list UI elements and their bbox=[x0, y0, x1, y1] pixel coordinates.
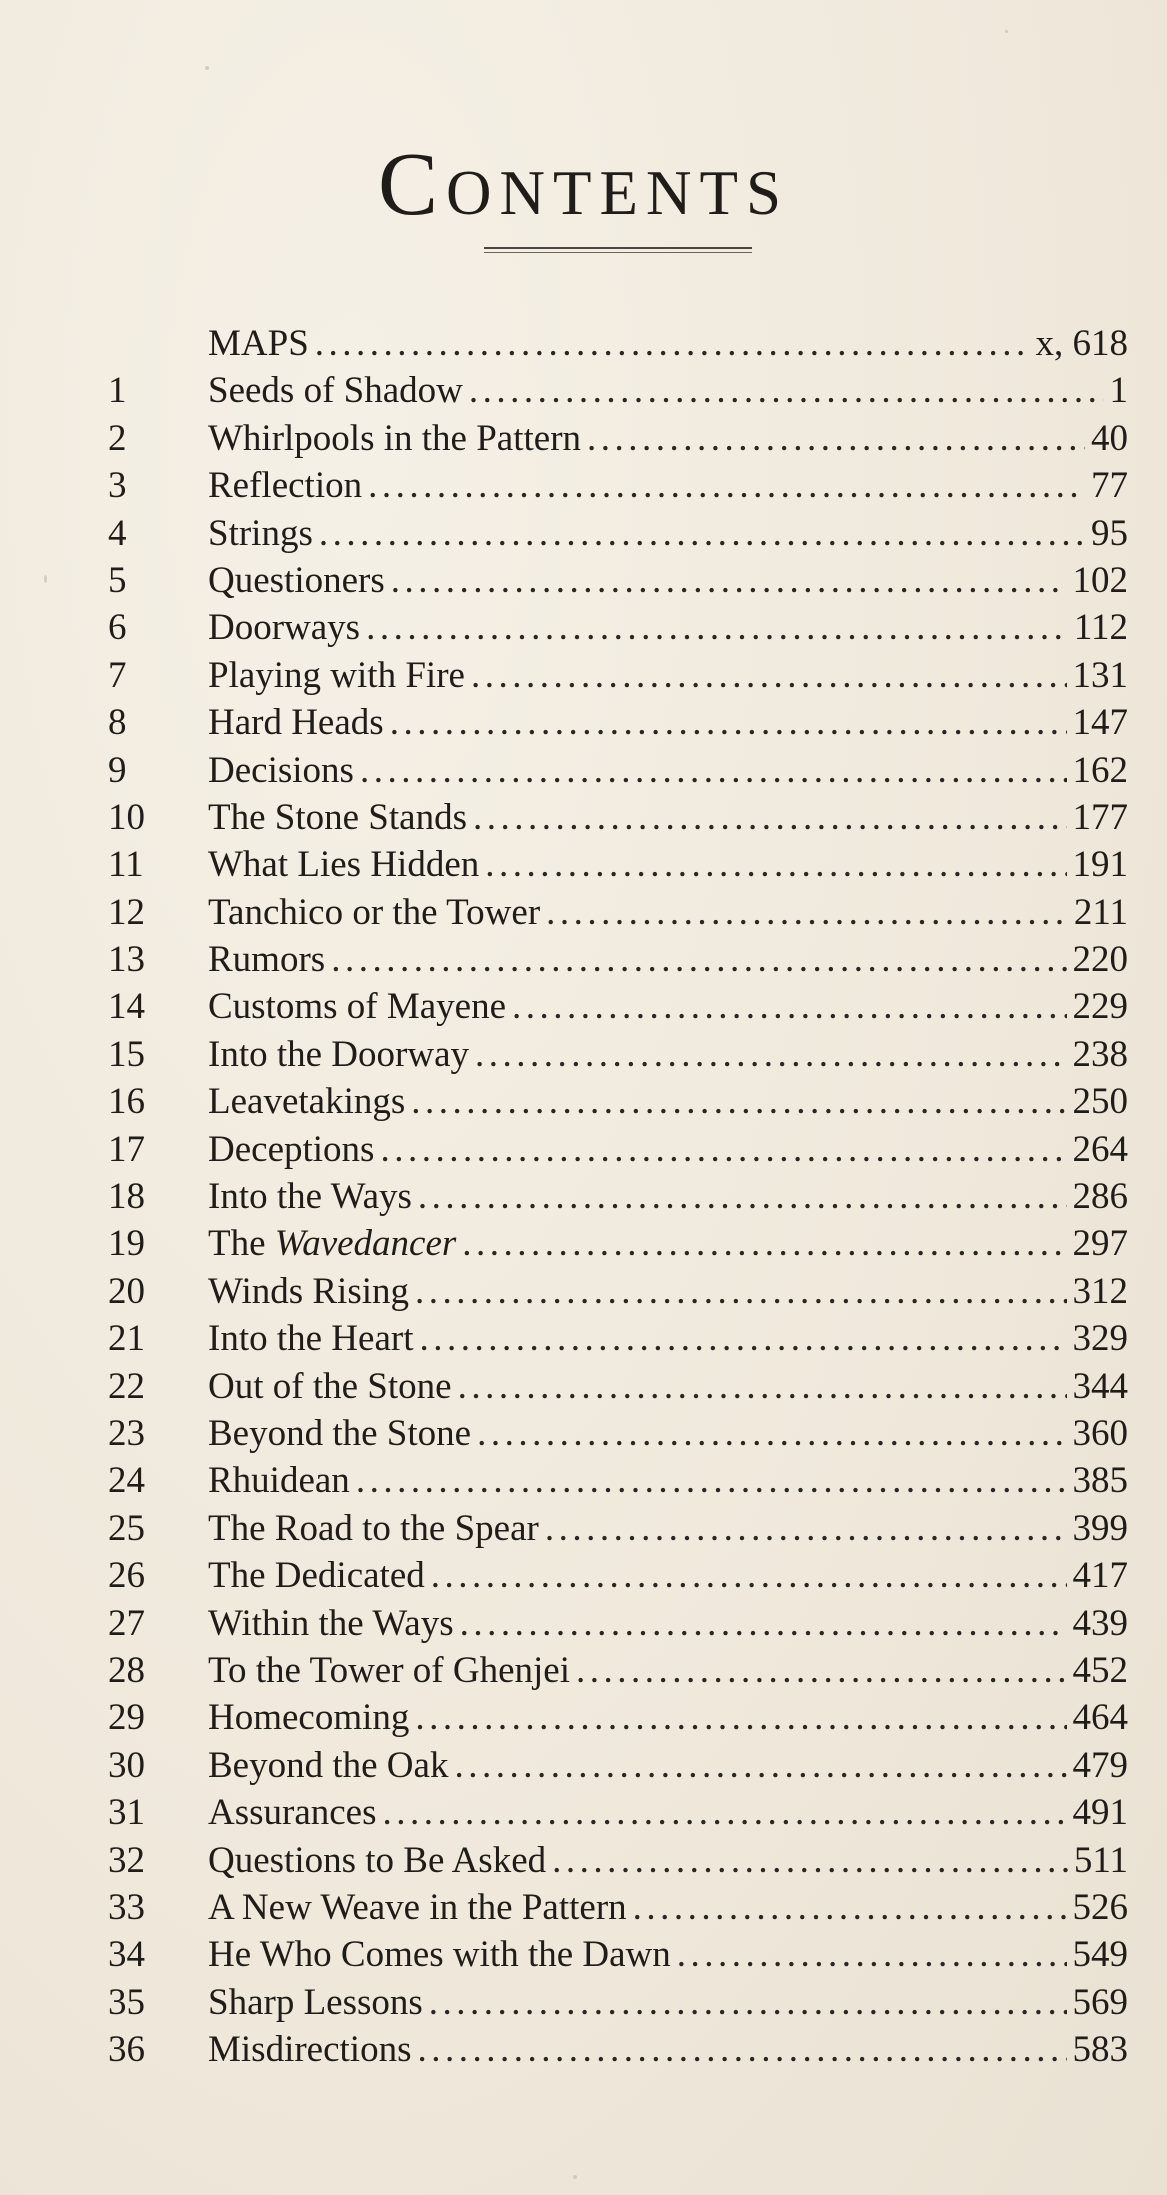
dot-leader bbox=[315, 320, 1030, 367]
chapter-title: What Lies Hidden bbox=[208, 844, 480, 886]
dot-leader bbox=[356, 1457, 1067, 1504]
page-title: Contents bbox=[377, 135, 789, 234]
page-number: 131 bbox=[1072, 654, 1128, 696]
chapter-number: 20 bbox=[108, 1270, 145, 1312]
dot-leader bbox=[415, 1268, 1066, 1315]
chapter-number: 24 bbox=[108, 1460, 145, 1502]
page-number: 569 bbox=[1072, 1981, 1128, 2023]
toc-entry-body bbox=[208, 1268, 1128, 1315]
toc-entry bbox=[108, 1884, 1128, 1931]
toc-entry-body bbox=[208, 1552, 1128, 1599]
chapter-number: 31 bbox=[108, 1792, 145, 1834]
toc-entry-body bbox=[208, 1505, 1128, 1552]
page-number: 439 bbox=[1072, 1602, 1128, 1644]
dot-leader bbox=[587, 415, 1085, 462]
toc-entry-body bbox=[208, 1979, 1128, 2026]
chapter-title: Whirlpools in the Pattern bbox=[208, 417, 582, 459]
chapter-title: Questioners bbox=[208, 559, 385, 601]
page-number: 399 bbox=[1072, 1507, 1128, 1549]
page-number: 417 bbox=[1072, 1555, 1128, 1597]
toc-entry bbox=[108, 462, 1128, 509]
dot-leader bbox=[460, 1600, 1067, 1647]
page-number: 1 bbox=[1109, 370, 1128, 412]
toc-entry bbox=[108, 1647, 1128, 1694]
chapter-title: Hard Heads bbox=[208, 702, 384, 744]
dot-leader bbox=[319, 510, 1085, 557]
chapter-number: 30 bbox=[108, 1744, 145, 1786]
toc-entry bbox=[108, 1505, 1128, 1552]
toc-entry bbox=[108, 1694, 1128, 1741]
toc-entry bbox=[108, 1315, 1128, 1362]
toc-entry bbox=[108, 1742, 1128, 1789]
toc-entry-body bbox=[208, 1031, 1128, 1078]
toc-entry bbox=[108, 1031, 1128, 1078]
page-number: 479 bbox=[1072, 1744, 1128, 1786]
dot-leader bbox=[473, 794, 1067, 841]
chapter-title: To the Tower of Ghenjei bbox=[208, 1649, 570, 1691]
chapter-title: Out of the Stone bbox=[208, 1365, 452, 1407]
chapter-title bbox=[208, 1220, 456, 1267]
dot-leader bbox=[458, 1363, 1067, 1410]
chapter-title: Leavetakings bbox=[208, 1081, 406, 1123]
dot-leader bbox=[419, 1315, 1066, 1362]
chapter-title-prefix: The bbox=[208, 1223, 275, 1265]
toc-entry-body bbox=[208, 2026, 1128, 2073]
chapter-title: Rhuidean bbox=[208, 1460, 350, 1502]
toc-entry-body bbox=[208, 1837, 1128, 1884]
toc-entry bbox=[108, 1268, 1128, 1315]
chapter-title: Winds Rising bbox=[208, 1270, 410, 1312]
dot-leader bbox=[545, 1505, 1067, 1552]
dot-leader bbox=[390, 699, 1067, 746]
dot-leader bbox=[546, 889, 1068, 936]
chapter-number: 2 bbox=[108, 417, 127, 459]
page-number: 229 bbox=[1072, 986, 1128, 1028]
paper-speck bbox=[44, 575, 47, 583]
dot-leader bbox=[462, 1220, 1066, 1267]
toc-entry-body bbox=[208, 557, 1128, 604]
chapter-title: The Stone Stands bbox=[208, 796, 467, 838]
chapter-number: 27 bbox=[108, 1602, 145, 1644]
chapter-title: MAPS bbox=[208, 323, 309, 364]
toc-entry-body bbox=[208, 794, 1128, 841]
toc-entry bbox=[108, 1979, 1128, 2026]
toc-entry bbox=[108, 1173, 1128, 1220]
chapter-title: Beyond the Oak bbox=[208, 1744, 449, 1786]
chapter-number: 36 bbox=[108, 2029, 145, 2071]
page-number: 238 bbox=[1072, 1033, 1128, 1075]
toc-entry bbox=[108, 889, 1128, 936]
page-number: 40 bbox=[1091, 417, 1128, 459]
chapter-number: 19 bbox=[108, 1223, 145, 1265]
dot-leader bbox=[677, 1931, 1067, 1978]
toc-entry bbox=[108, 1410, 1128, 1457]
chapter-number: 14 bbox=[108, 986, 145, 1028]
page-number: x, 618 bbox=[1035, 323, 1128, 364]
toc-entry bbox=[108, 1837, 1128, 1884]
toc-entry bbox=[108, 794, 1128, 841]
chapter-title: Misdirections bbox=[208, 2029, 412, 2071]
toc-entry bbox=[108, 1552, 1128, 1599]
dot-leader bbox=[477, 1410, 1066, 1457]
chapter-title: Deceptions bbox=[208, 1128, 375, 1170]
chapter-title: Within the Ways bbox=[208, 1602, 454, 1644]
chapter-number: 4 bbox=[108, 512, 127, 554]
chapter-number: 29 bbox=[108, 1697, 145, 1739]
toc-entry bbox=[108, 841, 1128, 888]
dot-leader bbox=[469, 367, 1104, 414]
chapter-number: 34 bbox=[108, 1934, 145, 1976]
dot-leader bbox=[415, 1694, 1066, 1741]
page-number: 211 bbox=[1073, 891, 1128, 933]
toc-entry-body bbox=[208, 1742, 1128, 1789]
page-number: 220 bbox=[1072, 939, 1128, 981]
toc-entry bbox=[108, 1220, 1128, 1267]
toc-entry bbox=[108, 652, 1128, 699]
paper-speck bbox=[1005, 30, 1008, 33]
chapter-title: Reflection bbox=[208, 465, 363, 507]
chapter-title: Sharp Lessons bbox=[208, 1981, 423, 2023]
chapter-title: Customs of Mayene bbox=[208, 986, 507, 1028]
toc-entry-body bbox=[208, 889, 1128, 936]
page-number: 385 bbox=[1072, 1460, 1128, 1502]
toc-entry bbox=[108, 1600, 1128, 1647]
chapter-title: Strings bbox=[208, 512, 313, 554]
page-number: 312 bbox=[1072, 1270, 1128, 1312]
dot-leader bbox=[576, 1647, 1067, 1694]
dot-leader bbox=[471, 652, 1067, 699]
page-number: 77 bbox=[1091, 465, 1128, 507]
toc-entry-body bbox=[208, 699, 1128, 746]
page-number: 95 bbox=[1091, 512, 1128, 554]
toc-entry-body bbox=[208, 1789, 1128, 1836]
dot-leader bbox=[331, 936, 1066, 983]
paper-speck bbox=[205, 66, 209, 70]
toc-entry bbox=[108, 415, 1128, 462]
toc-entry bbox=[108, 983, 1128, 1030]
toc-entry-body bbox=[208, 320, 1128, 367]
chapter-number: 15 bbox=[108, 1033, 145, 1075]
dot-leader bbox=[429, 1979, 1067, 2026]
toc-entry bbox=[108, 1931, 1128, 1978]
chapter-number: 17 bbox=[108, 1128, 145, 1170]
page-number: 147 bbox=[1072, 702, 1128, 744]
toc-entry bbox=[108, 936, 1128, 983]
page-number: 583 bbox=[1072, 2029, 1128, 2071]
dot-leader bbox=[418, 1173, 1067, 1220]
page-number: 191 bbox=[1072, 844, 1128, 886]
toc-entry-body bbox=[208, 1647, 1128, 1694]
page-number: 491 bbox=[1072, 1792, 1128, 1834]
toc-entry-body bbox=[208, 1600, 1128, 1647]
page-number: 112 bbox=[1073, 607, 1128, 649]
dot-leader bbox=[383, 1789, 1067, 1836]
chapter-title: Into the Doorway bbox=[208, 1033, 469, 1075]
chapter-number: 9 bbox=[108, 749, 127, 791]
chapter-title: Beyond the Stone bbox=[208, 1412, 472, 1454]
toc-entry-body bbox=[208, 1410, 1128, 1457]
dot-leader bbox=[391, 557, 1067, 604]
dot-leader bbox=[360, 747, 1067, 794]
toc-entry-body bbox=[208, 1694, 1128, 1741]
toc-entry-body bbox=[208, 604, 1128, 651]
toc-entry bbox=[108, 747, 1128, 794]
chapter-title: Into the Ways bbox=[208, 1176, 412, 1218]
page-number: 511 bbox=[1073, 1839, 1128, 1881]
toc-entry-body bbox=[208, 1126, 1128, 1173]
chapter-number: 5 bbox=[108, 559, 127, 601]
dot-leader bbox=[368, 462, 1085, 509]
dot-leader bbox=[366, 604, 1068, 651]
chapter-number: 7 bbox=[108, 654, 127, 696]
toc-entry bbox=[108, 1126, 1128, 1173]
toc-entry-body bbox=[208, 510, 1128, 557]
page-number: 452 bbox=[1072, 1649, 1128, 1691]
chapter-number: 21 bbox=[108, 1318, 145, 1360]
chapter-number: 32 bbox=[108, 1839, 145, 1881]
page-number: 297 bbox=[1072, 1223, 1128, 1265]
toc-entry bbox=[108, 1078, 1128, 1125]
toc-entry bbox=[108, 2026, 1128, 2073]
toc-entry-body bbox=[208, 1931, 1128, 1978]
dot-leader bbox=[552, 1837, 1068, 1884]
chapter-number: 6 bbox=[108, 607, 127, 649]
toc-entry-body bbox=[208, 462, 1128, 509]
chapter-number: 16 bbox=[108, 1081, 145, 1123]
toc-entry-body bbox=[208, 1220, 1128, 1267]
page-number: 162 bbox=[1072, 749, 1128, 791]
toc-entry-body bbox=[208, 936, 1128, 983]
toc-entry-body bbox=[208, 747, 1128, 794]
toc-entry bbox=[108, 604, 1128, 651]
toc-entry bbox=[108, 557, 1128, 604]
chapter-number: 33 bbox=[108, 1886, 145, 1928]
chapter-number: 13 bbox=[108, 939, 145, 981]
chapter-title: A New Weave in the Pattern bbox=[208, 1886, 627, 1928]
page-number: 360 bbox=[1072, 1412, 1128, 1454]
chapter-title: Rumors bbox=[208, 939, 326, 981]
chapter-title: Seeds of Shadow bbox=[208, 370, 463, 412]
toc-entry-body bbox=[208, 1884, 1128, 1931]
toc-entry bbox=[108, 320, 1128, 367]
chapter-title: Questions to Be Asked bbox=[208, 1839, 547, 1881]
toc-entry bbox=[108, 1457, 1128, 1504]
chapter-number: 12 bbox=[108, 891, 145, 933]
chapter-title: Decisions bbox=[208, 749, 354, 791]
dot-leader bbox=[475, 1031, 1067, 1078]
page-number: 286 bbox=[1072, 1176, 1128, 1218]
toc-entry bbox=[108, 510, 1128, 557]
dot-leader bbox=[512, 983, 1066, 1030]
chapter-title-italic: Wavedancer bbox=[274, 1223, 457, 1265]
chapter-number: 8 bbox=[108, 702, 127, 744]
chapter-number: 35 bbox=[108, 1981, 145, 2023]
chapter-title: He Who Comes with the Dawn bbox=[208, 1934, 671, 1976]
toc-entry bbox=[108, 367, 1128, 414]
page-number: 102 bbox=[1072, 559, 1128, 601]
chapter-number: 18 bbox=[108, 1176, 145, 1218]
chapter-number: 3 bbox=[108, 465, 127, 507]
page-number: 549 bbox=[1072, 1934, 1128, 1976]
chapter-number: 23 bbox=[108, 1412, 145, 1454]
dot-leader bbox=[411, 1078, 1066, 1125]
chapter-title: Assurances bbox=[208, 1792, 377, 1834]
page-number: 264 bbox=[1072, 1128, 1128, 1170]
toc-entry-body bbox=[208, 415, 1128, 462]
chapter-number: 26 bbox=[108, 1555, 145, 1597]
page-number: 344 bbox=[1072, 1365, 1128, 1407]
chapter-number: 25 bbox=[108, 1507, 145, 1549]
toc-entry bbox=[108, 1789, 1128, 1836]
toc-entry-body bbox=[208, 367, 1128, 414]
dot-leader bbox=[485, 841, 1066, 888]
toc-entry bbox=[108, 1363, 1128, 1410]
toc-entry-body bbox=[208, 1315, 1128, 1362]
chapter-number: 11 bbox=[108, 844, 144, 886]
chapter-title: Playing with Fire bbox=[208, 654, 465, 696]
chapter-title: Doorways bbox=[208, 607, 361, 649]
title-divider bbox=[484, 247, 752, 253]
toc-entry-body bbox=[208, 841, 1128, 888]
dot-leader bbox=[380, 1126, 1066, 1173]
page-number: 464 bbox=[1072, 1697, 1128, 1739]
toc-entry bbox=[108, 699, 1128, 746]
toc-entry-body bbox=[208, 1363, 1128, 1410]
page-number: 177 bbox=[1072, 796, 1128, 838]
chapter-number: 28 bbox=[108, 1649, 145, 1691]
toc-entry-body bbox=[208, 1457, 1128, 1504]
chapter-title: The Road to the Spear bbox=[208, 1507, 539, 1549]
chapter-title: Tanchico or the Tower bbox=[208, 891, 541, 933]
toc-entry-body bbox=[208, 1078, 1128, 1125]
toc-entry-body bbox=[208, 652, 1128, 699]
paper-speck bbox=[573, 2175, 577, 2179]
toc-entry-body bbox=[208, 983, 1128, 1030]
dot-leader bbox=[431, 1552, 1067, 1599]
page-number: 329 bbox=[1072, 1318, 1128, 1360]
chapter-number: 22 bbox=[108, 1365, 145, 1407]
chapter-title: The Dedicated bbox=[208, 1555, 425, 1597]
table-of-contents bbox=[108, 320, 1128, 2073]
dot-leader bbox=[417, 2026, 1066, 2073]
dot-leader bbox=[633, 1884, 1067, 1931]
page-number: 250 bbox=[1072, 1081, 1128, 1123]
dot-leader bbox=[454, 1742, 1066, 1789]
toc-entry-body bbox=[208, 1173, 1128, 1220]
chapter-number: 1 bbox=[108, 370, 127, 412]
chapter-number: 10 bbox=[108, 796, 145, 838]
chapter-title: Homecoming bbox=[208, 1697, 410, 1739]
chapter-title: Into the Heart bbox=[208, 1318, 414, 1360]
page-number: 526 bbox=[1072, 1886, 1128, 1928]
